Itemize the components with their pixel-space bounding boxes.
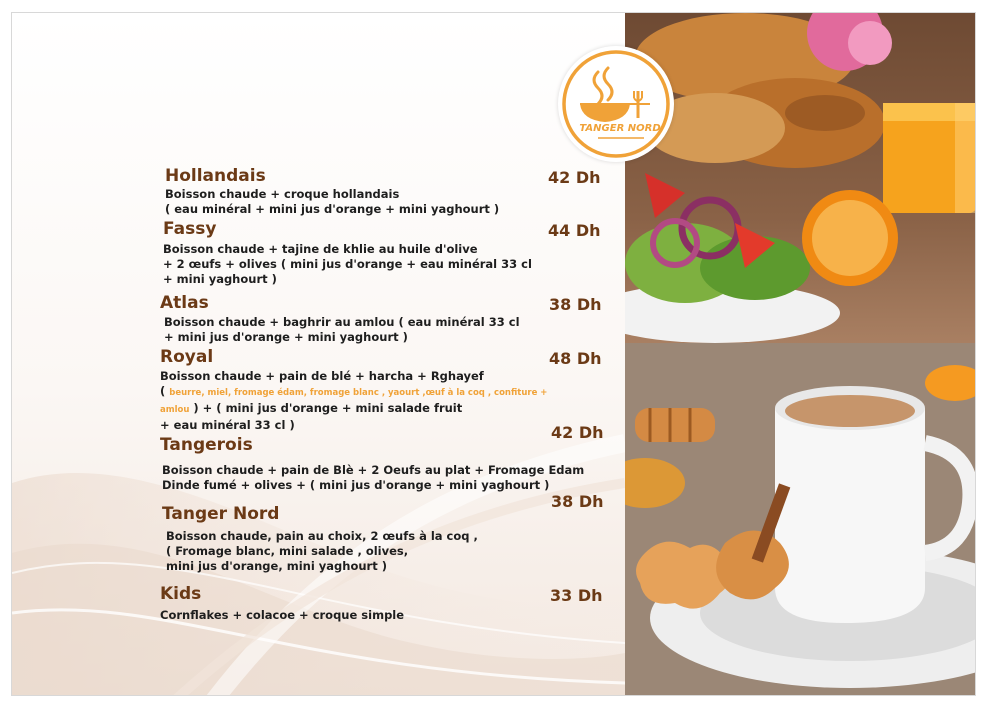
- item-title-tanger-nord: Tanger Nord: [162, 504, 280, 524]
- item-title-royal: Royal: [160, 347, 214, 367]
- breakfast-illustration: [625, 13, 976, 696]
- item-title-tangerois: Tangerois: [160, 435, 253, 455]
- desc-line: Boisson chaude + pain de Blè + 2 Oeufs au plat + Fromage Edam: [162, 463, 585, 477]
- item-desc-atlas: [164, 315, 520, 345]
- background-waves: [12, 13, 625, 696]
- desc-line: + mini jus d'orange + mini yaghourt ): [164, 330, 408, 344]
- desc-line: + 2 œufs + olives ( mini jus d'orange + eau minéral 33 cl: [163, 257, 532, 271]
- desc-highlight: amlou: [160, 405, 190, 415]
- logo-text: TANGER NORD: [579, 123, 661, 134]
- desc-line: ( Fromage blanc, mini salade , olives,: [166, 544, 409, 558]
- desc-line: + eau minéral 33 cl ): [160, 418, 295, 432]
- item-price-tangerois: 42 Dh: [551, 423, 604, 442]
- left-background-panel: [12, 13, 625, 696]
- item-price-kids: 33 Dh: [550, 586, 603, 605]
- desc-line: mini jus d'orange, mini yaghourt ): [166, 559, 387, 573]
- item-price-tanger-nord: 38 Dh: [551, 492, 604, 511]
- desc-line: Boisson chaude + baghrir au amlou ( eau minéral 33 cl: [164, 315, 520, 329]
- desc-line: Boisson chaude + pain de blé + harcha + Rghayef: [160, 369, 484, 383]
- item-desc-hollandais: [165, 187, 499, 217]
- desc-highlight: beurre, miel, fromage édam, fromage blanc , yaourt ,œuf à la coq , confiture +: [169, 388, 548, 398]
- item-title-kids: Kids: [160, 584, 202, 604]
- brand-logo: [558, 46, 674, 162]
- desc-line: Dinde fumé + olives + ( mini jus d'orange + mini yaghourt ): [162, 478, 550, 492]
- desc-line: [160, 401, 547, 418]
- item-price-hollandais: 42 Dh: [548, 168, 601, 187]
- desc-line: Boisson chaude + croque hollandais: [165, 187, 400, 201]
- desc-line: [160, 384, 547, 401]
- item-desc-tanger-nord: [166, 529, 478, 574]
- desc-line: Boisson chaude + tajine de khlie au huile d'olive: [163, 242, 478, 256]
- item-desc-royal: [160, 369, 547, 433]
- item-title-hollandais: Hollandais: [165, 166, 266, 186]
- item-desc-kids: [160, 608, 404, 623]
- item-price-royal: 48 Dh: [549, 349, 602, 368]
- desc-line: Cornflakes + colacoe + croque simple: [160, 608, 405, 622]
- item-price-fassy: 44 Dh: [548, 221, 601, 240]
- desc-paren: (: [160, 384, 170, 398]
- desc-rest: ) + ( mini jus d'orange + mini salade fruit: [189, 401, 463, 415]
- desc-line: Boisson chaude, pain au choix, 2 œufs à la coq ,: [166, 529, 478, 543]
- item-desc-fassy: [163, 242, 532, 287]
- breakfast-photo: [625, 13, 976, 696]
- cup-logo-icon: [558, 46, 674, 162]
- item-desc-tangerois: [162, 463, 584, 493]
- desc-line: + mini yaghourt ): [163, 272, 277, 286]
- item-title-atlas: Atlas: [160, 293, 209, 313]
- desc-line: ( eau minéral + mini jus d'orange + mini yaghourt ): [165, 202, 500, 216]
- menu-page: [11, 12, 976, 696]
- item-title-fassy: Fassy: [163, 219, 217, 239]
- item-price-atlas: 38 Dh: [549, 295, 602, 314]
